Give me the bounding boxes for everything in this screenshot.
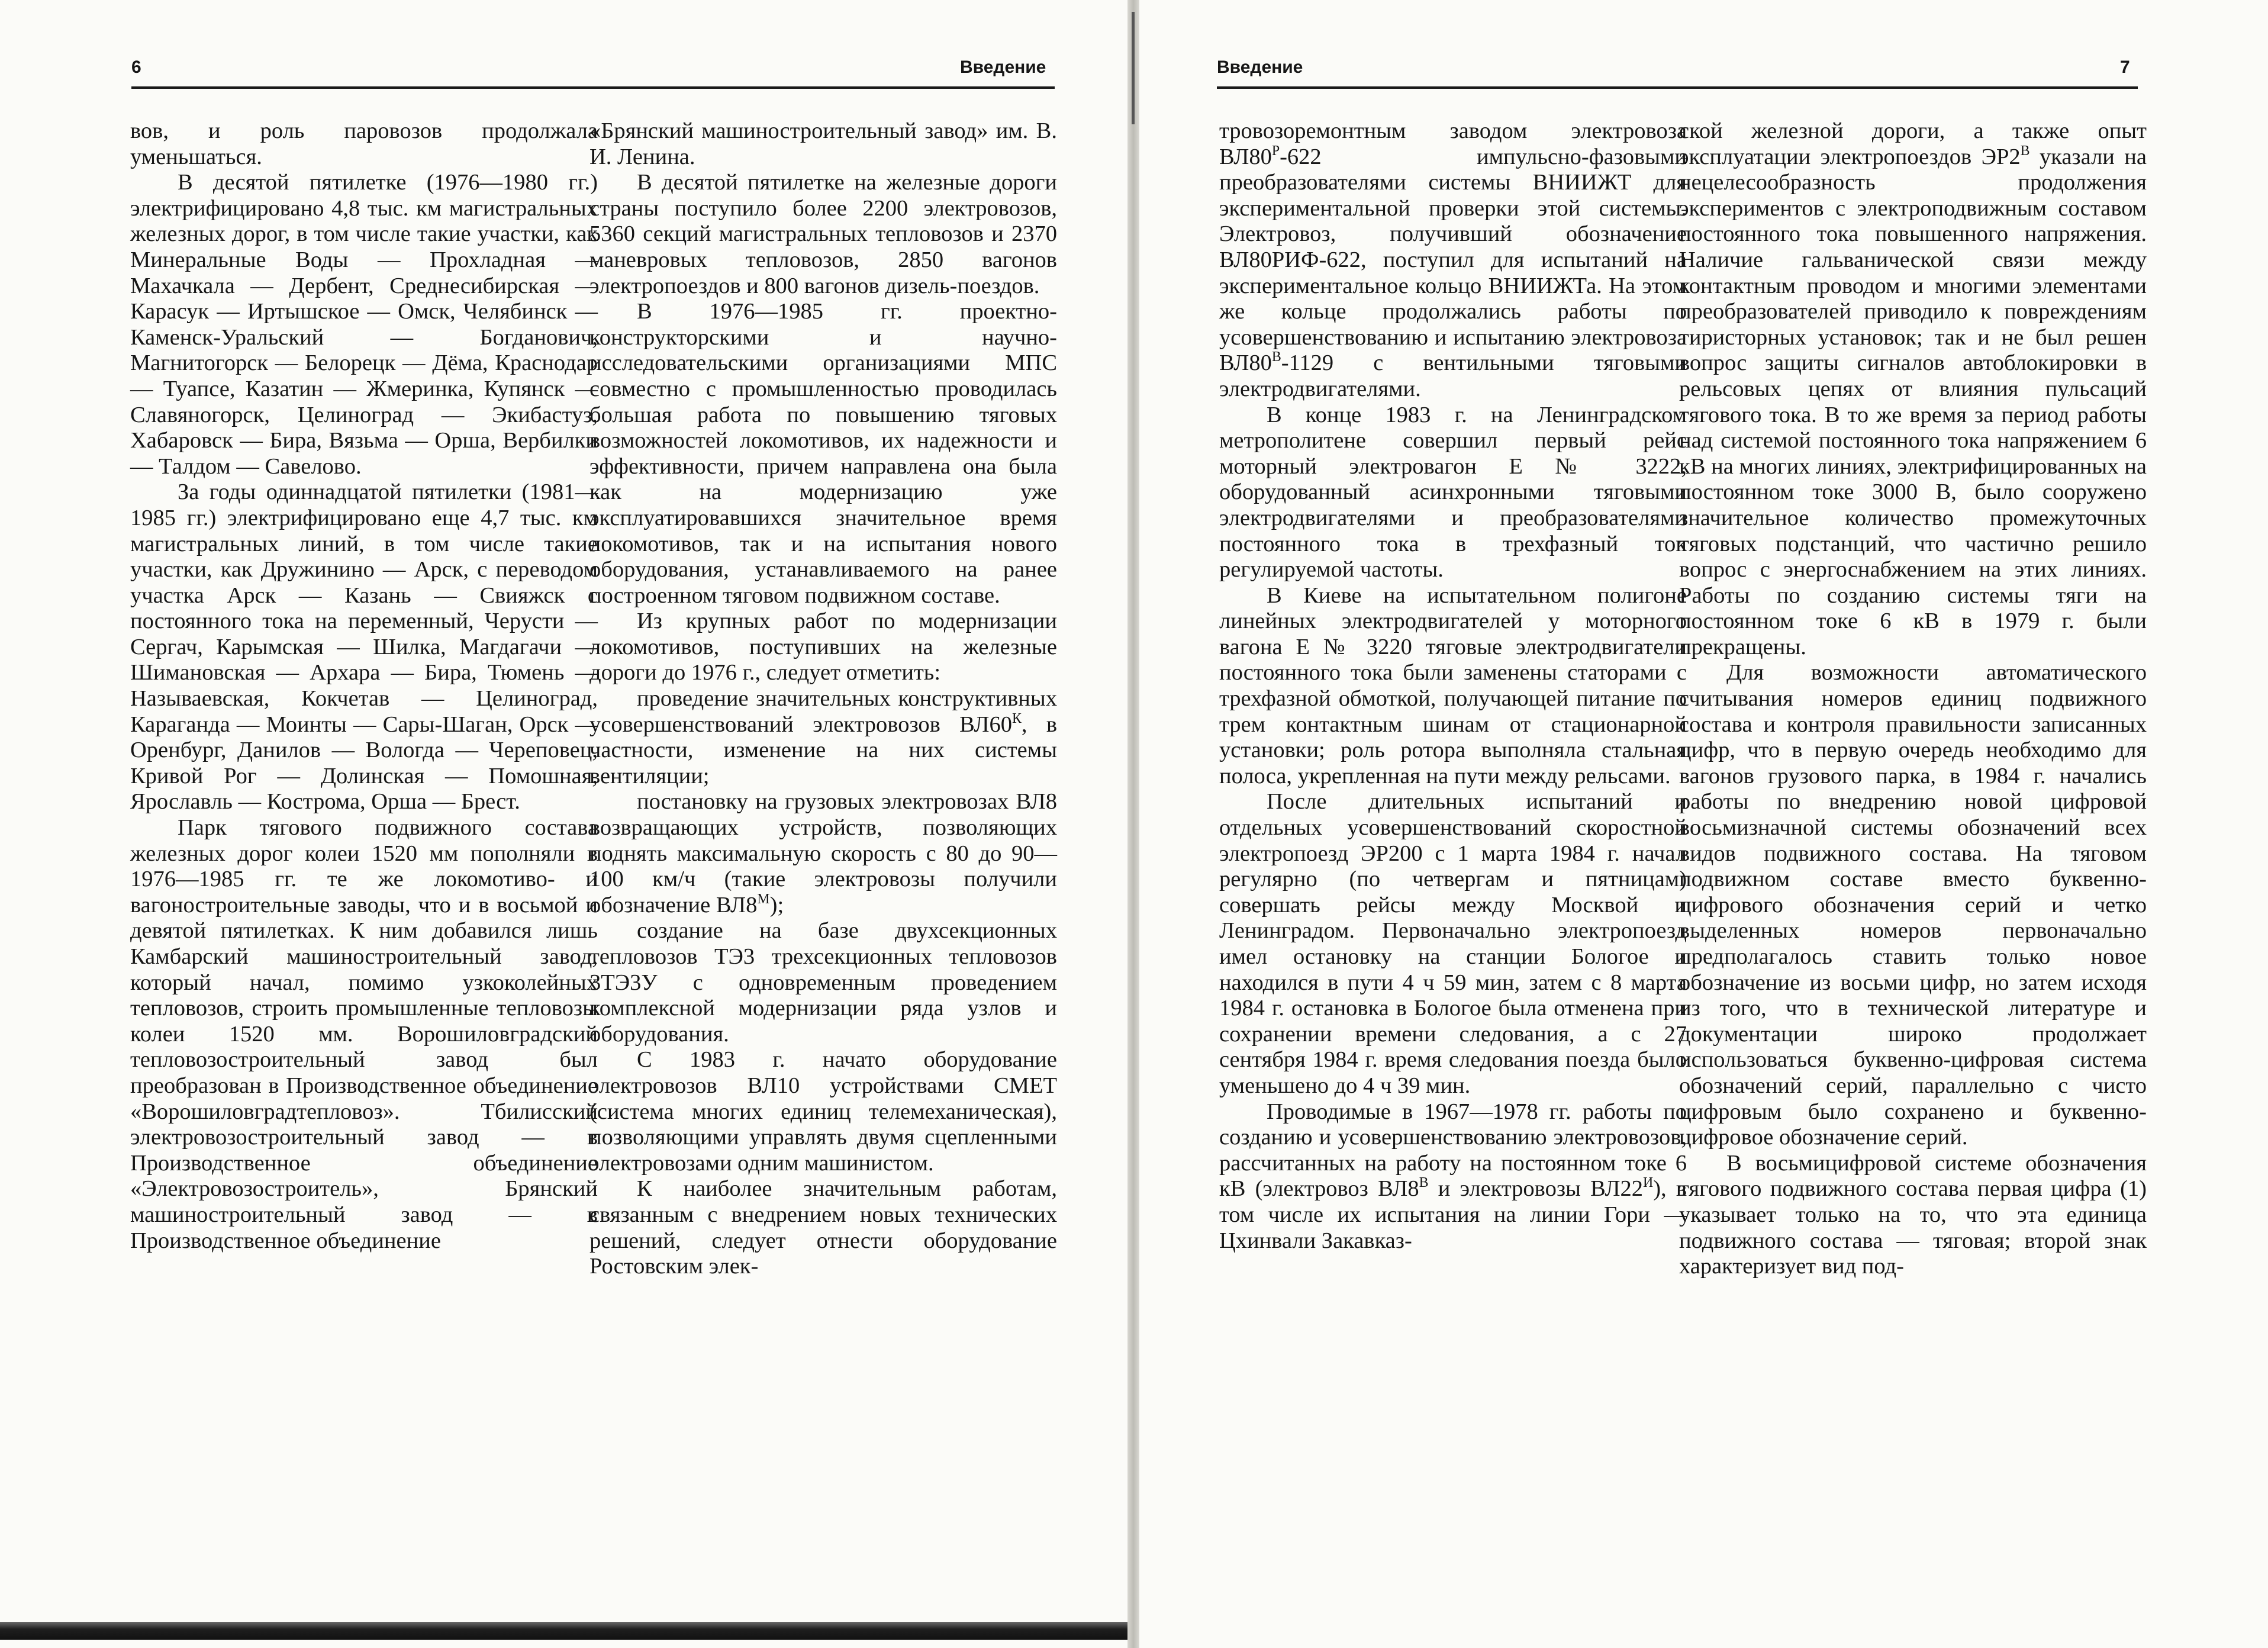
list-item: создание на базе двухсекционных тепловозов ТЭ3 трехсекционных тепловозов 3ТЭ3У с одновременным проведением комплексной модернизации ряда узлов и оборудования. [589,918,1057,1047]
paragraph: После длительных испытаний и отдельных усовершенствований скоростной электропоезд ЭР200 с 1 марта 1984 г. начал регулярно (по четвергам и пятницам) совершать рейсы между Москвой и Ленинградом. Первоначально электропоезд имел остановку на станции Бологое и находился в пути 4 ч 59 мин, затем с 8 марта 1984 г. остановка в Бологое была отменена при сохранении времени следования, а с 27 сентября 1984 г. время следования поезда было уменьшено до 4 ч 39 мин. [1219,789,1687,1098]
paragraph: Для возможности автоматического считывания номеров единиц подвижного состава и контроля правильности записанных цифр, что в первую очередь необходимо для вагонов грузового парка, в 1984 г. начались работы по внедрению новой цифровой восьмизначной системы обозначений всех видов подвижного состава. На тяговом подвижном составе вместо буквенно-цифрового обозначения серий и четко выделенных номеров первоначально предполагалось ставить только новое обозначение из восьми цифр, но затем исходя из того, что в технической литературе и документации широко продолжает использоваться буквенно-цифровая система обозначений серий, параллельно с чисто цифровым было сохранено и буквенно-цифровое обозначение серий. [1679,660,2147,1150]
paragraph: За годы одиннадцатой пятилетки (1981—1985 гг.) электрифицировано еще 4,7 тыс. км магистральных линий, в том числе такие участки, как Дружинино — Арск, с переводом участка Арск — Казань — Свияжск с постоянного тока на переменный, Черусти — Сергач, Карымская — Шилка, Магдагачи — Шимановская — Архара — Бира, Тюмень — Называевская, Кокчетав — Целиноград, Караганда — Моинты — Сары-Шаган, Орск — Оренбург, Данилов — Вологда — Череповец, Кривой Рог — Долинская — Помошная, Ярославль — Кострома, Орша — Брест. [130,479,598,815]
paragraph: В конце 1983 г. на Ленинградском метрополитене совершил первый рейс моторный электровагон Е № 3222, оборудованный асинхронными тяговыми электродвигателями и преобразователями постоянного тока в трехфазный ток регулируемой частоты. [1219,402,1687,582]
paragraph: В восьмицифровой системе обозначения тягового подвижного состава первая цифра (1) указывает только на то, что эта единица подвижного состава — тяговая; второй знак характеризует вид под- [1679,1150,2147,1279]
paragraph: ской железной дороги, а также опыт эксплуатации электропоездов $ЭР2^В$ указали на нецелесообразность продолжения экспериментов с электроподвижным составом постоянного тока повышенного напряжения. Наличие гальванической связи между контактным проводом и многими элементами преобразователей приводило к повреждениям тиристорных установок; так и не был решен вопрос защиты сигналов автоблокировки в рельсовых цепях от влияния пульсаций тягового тока. В то же время за период работы над системой постоянного тока напряжением 6 кВ на многих линиях, электрифицированных на постоянном токе 3000 В, было сооружено значительное количество промежуточных тяговых подстанций, что частично решило вопрос с энергоснабжением на этих линиях. Работы по созданию системы тяги на постоянном токе 6 кВ в 1979 г. были прекращены. [1679,118,2147,659]
paragraph: «Брянский машиностроительный завод» им. В. И. Ленина. [589,118,1057,169]
paragraph: Из крупных работ по модернизации локомотивов, поступивших на железные дороги до 1976 г., следует отметить: [589,609,1057,685]
running-head-right: Введение [1217,57,1303,77]
gutter-mark [1132,12,1135,124]
left-page-column-2 [589,118,1057,1280]
paragraph: С 1983 г. начато оборудование электровозов ВЛ10 устройствами СМЕТ (система многих единиц телемеханическая), позволяющими управлять двумя сцепленными электровозами одним машинистом. [589,1047,1057,1176]
list-item: постановку на грузовых электровозах ВЛ8 возвращающих устройств, позволяющих поднять максимальную скорость с 80 до 90—100 км/ч (такие электровозы получили обозначение $ВЛ8^М$); [589,789,1057,918]
paragraph: Проводимые в 1967—1978 гг. работы по созданию и усовершенствованию электровозов, рассчитанных на работу на постоянном токе 6 кВ (электровоз $ВЛ8^В$ и электровозы $ВЛ22^И$), в том числе их испытания на линии Гори — Цхинвали Закавказ- [1219,1099,1687,1253]
book-gutter [1127,0,1139,1648]
paragraph: тровозоремонтным заводом электровоза $ВЛ80^Р-622$ импульсно-фазовыми преобразователями системы ВНИИЖТ для экспериментальной проверки этой системы. Электровоз, получивший обозначение ВЛ80РИФ-622, поступил для испытаний на экспериментальное кольцо ВНИИЖТа. На этом же кольце продолжались работы по усовершенствованию и испытанию электровоза $ВЛ80^В-1129$ с вентильными тяговыми электродвигателями. [1219,118,1687,401]
paragraph: Парк тягового подвижного состава железных дорог колеи 1520 мм пополняли в 1976—1985 гг. те же локомотиво- и вагоностроительные заводы, что и в восьмой и девятой пятилетках. К ним добавился лишь Камбарский машиностроительный завод, который начал, помимо узкоколейных тепловозов, строить промышленные тепловозы колеи 1520 мм. Ворошиловградский тепловозостроительный завод был преобразован в Производственное объединение «Ворошиловградтепловоз». Тбилисский электровозостроительный завод — в Производственное объединение «Электровозостроитель», Брянский машиностроительный завод — в Производственное объединение [130,815,598,1253]
paragraph: В 1976—1985 гг. проектно-конструкторскими и научно-исследовательскими организациями МПС совместно с промышленностью проводилась большая работа по повышению тяговых возможностей локомотивов, их надежности и эффективности, причем направлена она была как на модернизацию уже эксплуатировавшихся значительное время локомотивов, так и на испытания нового оборудования, устанавливаемого на ранее построенном тяговом подвижном составе. [589,299,1057,608]
right-page-column-1 [1219,118,1687,1254]
right-page [1139,0,2268,1648]
scan-shadow-bar [0,1622,1127,1640]
paragraph: К наиболее значительным работам, связанным с внедрением новых технических решений, следует отнести оборудование Ростовским элек- [589,1176,1057,1279]
page-number-right: 7 [2120,57,2130,77]
paragraph: В Киеве на испытательном полигоне линейных электродвигателей у моторного вагона Е № 3220 тяговые электродвигатели постоянного тока были заменены статорами с трехфазной обмоткой, получающей питание по трем контактным шинам от стационарной установки; роль ротора выполняла стальная полоса, укрепленная на пути между рельсами. [1219,582,1687,788]
header-rule-left [131,86,1055,89]
right-page-column-2 [1679,118,2147,1280]
header-rule-right [1217,86,2138,89]
paragraph: В десятой пятилетке (1976—1980 гг.) электрифицировано 4,8 тыс. км магистральных железных дорог, в том числе такие участки, как Минеральные Воды — Прохладная — Махачкала — Дербент, Среднесибирская — Карасук — Иртышское — Омск, Челябинск — Каменск-Уральский — Богданович, Магнитогорск — Белорецк — Дёма, Краснодар — Туапсе, Казатин — Жмеринка, Купянск — Славяногорск, Целиноград — Экибастуз, Хабаровск — Бира, Вязьма — Орша, Вербилки — Талдом — Савелово. [130,170,598,479]
page-number-left: 6 [131,57,141,77]
running-head-left: Введение [960,57,1046,77]
paragraph: вов, и роль паровозов продолжала уменьшаться. [130,118,598,169]
paragraph: В десятой пятилетке на железные дороги страны поступило более 2200 электровозов, 5360 секций магистральных тепловозов и 2370 маневровых тепловозов, 2850 вагонов электропоездов и 800 вагонов дизель-поездов. [589,170,1057,298]
list-item: проведение значительных конструктивных усовершенствований электровозов $ВЛ60^К$, в частности, изменение на них системы вентиляции; [589,686,1058,788]
left-page [0,0,1127,1648]
left-page-column-1 [130,118,598,1254]
